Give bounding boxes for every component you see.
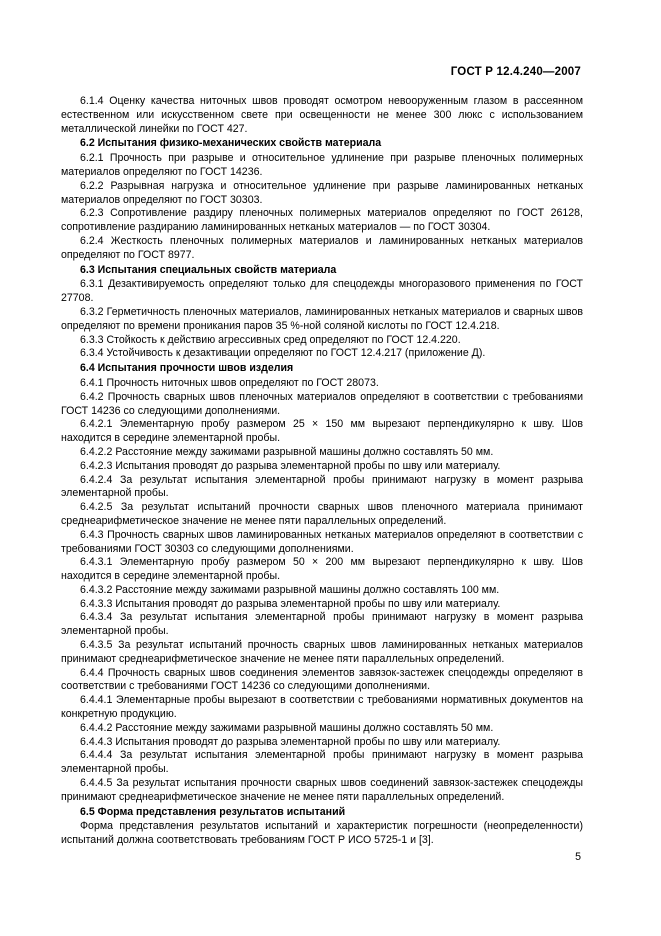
section-heading: 6.2 Испытания физико-механических свойств материала	[80, 137, 382, 150]
paragraph: 6.4.2.4 За результат испытания элементарной пробы принимают нагрузку в момент разрыва элементарной пробы.	[61, 473, 583, 500]
paragraph: 6.4.3.5 За результат испытаний прочность сварных швов ламинированных нетканых материалов принимают среднеарифметическое значение не менее пяти параллельных определений.	[61, 639, 583, 665]
paragraph: 6.4.2.5 За результат испытаний прочности сварных швов пленочного материала принимают среднеарифметическое значение не менее пяти параллельных определений.	[61, 501, 583, 527]
document-body	[61, 95, 583, 848]
paragraph: 6.4.4.1 Элементарные пробы вырезают в соответствии с требованиями нормативных документов на конкретную продукцию.	[61, 694, 583, 721]
paragraph: 6.4.4.3 Испытания проводят до разрыва элементарной пробы по шву или материалу.	[80, 735, 501, 748]
paragraph: Форма представления результатов испытаний и характеристик погрешности (неопределенности) испытаний должна соответствовать требованиям ГОСТ Р ИСО 5725-1 и [3].	[61, 820, 583, 847]
paragraph: 6.3.2 Герметичность пленочных материалов, ламинированных нетканых материалов и сварных швов определяют по времени проникания паров 35 %-ной соляной кислоты по ГОСТ 12.4.218.	[61, 305, 583, 332]
paragraph: 6.4.2.3 Испытания проводят до разрыва элементарной пробы по шву или материалу.	[80, 459, 501, 472]
paragraph: 6.4.1 Прочность ниточных швов определяют по ГОСТ 28073.	[80, 376, 379, 389]
paragraph: 6.2.1 Прочность при разрыве и относительное удлинение при разрыве пленочных полимерных материалов определяют по ГОСТ 14236.	[61, 152, 583, 178]
paragraph: 6.4.2 Прочность сварных швов пленочных материалов определяют в соответствии с требованиями ГОСТ 14236 со следующими дополнениями.	[61, 390, 583, 417]
paragraph: 6.4.4 Прочность сварных швов соединения элементов завязок-застежек спецодежды определяют в соответствии с требованиями ГОСТ 14236 со следующими дополнениями.	[61, 666, 583, 693]
standard-header: ГОСТ Р 12.4.240—2007	[450, 66, 581, 78]
paragraph: 6.2.3 Сопротивление раздиру пленочных полимерных материалов определяют по ГОСТ 26128, сопротивление раздиранию ламинированных нетканых материалов — по ГОСТ 30304.	[61, 207, 583, 234]
paragraph: 6.1.4 Оценку качества ниточных швов проводят осмотром невооруженным глазом в рассеянном естественном или искусственном свете при освещенности не менее 300 люкс с использованием металлической линейки по ГОСТ 427.	[61, 95, 583, 135]
paragraph: 6.4.4.5 За результат испытания прочности сварных швов соединений завязок-застежек спецодежды принимают среднеарифметическое значение не менее пяти параллельных определений.	[61, 777, 583, 803]
paragraph: 6.4.3 Прочность сварных швов ламинированных нетканых материалов определяют в соответствии с требованиями ГОСТ 30303 со следующими дополнениями.	[61, 528, 583, 555]
paragraph: 6.4.4.2 Расстояние между зажимами разрывной машины должно составлять 50 мм.	[80, 721, 494, 734]
paragraph: 6.4.2.2 Расстояние между зажимами разрывной машины должно составлять 50 мм.	[80, 445, 494, 458]
paragraph: 6.3.1 Дезактивируемость определяют только для спецодежды многоразового применения по ГОСТ 27708.	[61, 278, 583, 305]
paragraph: 6.4.3.3 Испытания проводят до разрыва элементарной пробы по шву или материалу.	[80, 597, 501, 610]
paragraph: 6.4.4.4 За результат испытания элементарной пробы принимают нагрузку в момент разрыва элементарной пробы.	[61, 749, 583, 776]
paragraph: 6.3.3 Стойкость к действию агрессивных сред определяют по ГОСТ 12.4.220.	[80, 333, 461, 346]
paragraph: 6.4.3.1 Элементарную пробу размером 50 × 200 мм вырезают перпендикулярно к шву. Шов находится в середине элементарной пробы.	[61, 556, 583, 583]
paragraph: 6.4.3.2 Расстояние между зажимами разрывной машины должно составлять 100 мм.	[80, 583, 500, 596]
paragraph: 6.4.2.1 Элементарную пробу размером 25 × 150 мм вырезают перпендикулярно к шву. Шов находится в середине элементарной пробы.	[61, 418, 583, 445]
paragraph: 6.2.4 Жесткость пленочных полимерных материалов и ламинированных нетканых материалов определяют по ГОСТ 8977.	[61, 234, 583, 261]
paragraph: 6.3.4 Устойчивость к дезактивации определяют по ГОСТ 12.4.217 (приложение Д).	[80, 347, 486, 360]
paragraph: 6.2.2 Разрывная нагрузка и относительное удлинение при разрыве ламинированных нетканых материалов определяют по ГОСТ 30303.	[61, 179, 583, 206]
page-number: 5	[575, 851, 581, 863]
section-heading: 6.3 Испытания специальных свойств материала	[80, 263, 337, 276]
paragraph: 6.4.3.4 За результат испытания элементарной пробы принимают нагрузку в момент разрыва элементарной пробы.	[61, 611, 583, 638]
section-heading: 6.4 Испытания прочности швов изделия	[80, 362, 294, 375]
section-heading: 6.5 Форма представления результатов испытаний	[80, 805, 346, 818]
